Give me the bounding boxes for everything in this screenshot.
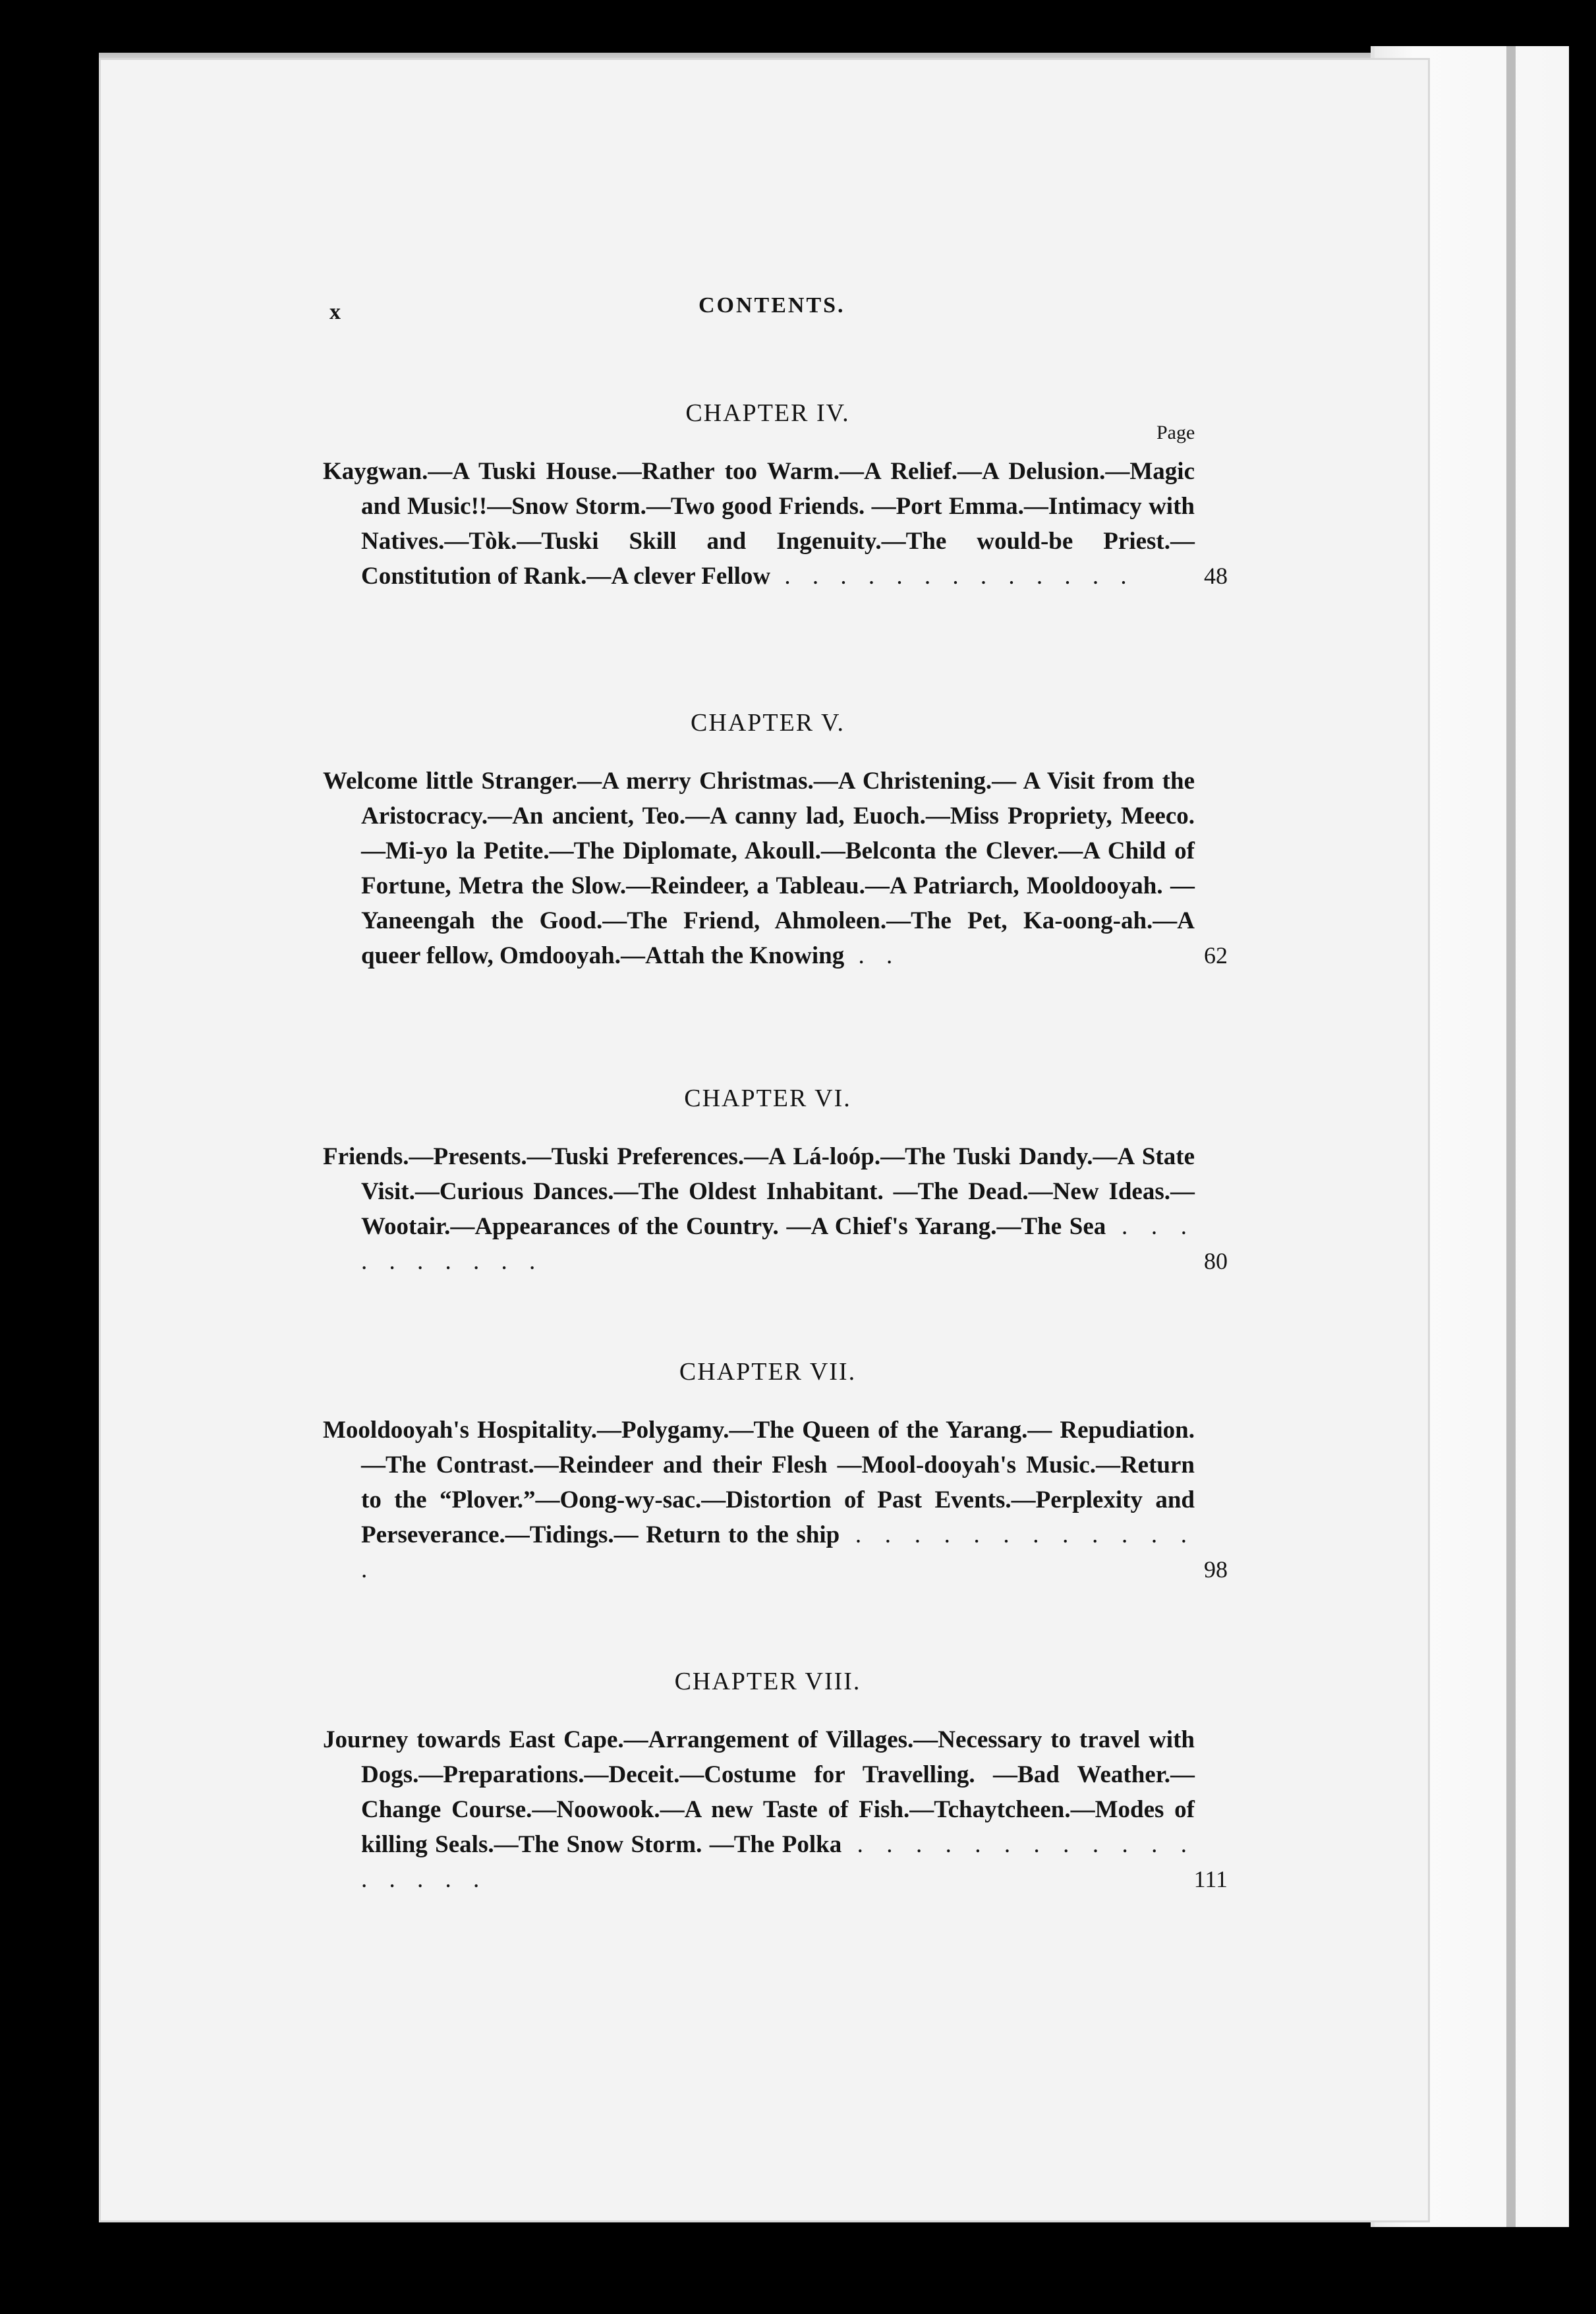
chapter-summary	[323, 454, 1228, 594]
chapter-entry	[323, 708, 1228, 973]
chapter-entry	[323, 1357, 1228, 1587]
page-reference: 98	[1204, 1556, 1228, 1583]
chapter-summary	[323, 764, 1228, 973]
chapter-title: CHAPTER VIII.	[674, 1668, 861, 1695]
summary-text: Journey towards East Cape.—Arrangement of Villages.—Necessary to travel with Dogs.—Preparations.—Deceit.—Costume for Travelling. —Bad Weather.—Change Course.—Noowook.—A new Taste of Fish.—Tchaytcheen.—Modes of killing Seals.—The Snow Storm. —The Polka	[323, 1726, 1195, 1858]
summary-text: Mooldooyah's Hospitality.—Polygamy.—The Queen of the Yarang.— Repudiation.—The Contrast.—Reindeer and their Flesh —Mool-dooyah's Music.—Return to the “Plover.”—Oong-wy-sac.—Distortion of Past Events.—Perplexity and Perseverance.—Tidings.— Return to the ship	[323, 1417, 1195, 1548]
page-reference: 48	[1204, 563, 1228, 589]
running-head: CONTENTS.	[698, 293, 845, 318]
chapter-title: CHAPTER VII.	[679, 1358, 857, 1386]
page-reference: 111	[1193, 1866, 1228, 1892]
summary-text: Friends.—Presents.—Tuski Preferences.—A Lá-loóp.—The Tuski Dandy.—A State Visit.—Curious Dances.—The Oldest Inhabitant. —The Dead.—New Ideas.—Wootair.—Appearances of the Country. —A Chief's Yarang.—The Sea	[323, 1143, 1195, 1240]
dot-leader: . . . . . . . . . . . . .	[361, 1521, 1195, 1583]
dot-leader: . . . . . . . . . . . . .	[770, 563, 1135, 590]
page-reference: 80	[1204, 1248, 1228, 1274]
dot-leader: . .	[844, 942, 901, 969]
page-number: x	[329, 300, 341, 324]
dot-leader: . . . . . . . . . . . . . . . . .	[361, 1831, 1195, 1893]
page-reference: 62	[1204, 942, 1228, 969]
chapter-summary	[323, 1413, 1228, 1587]
page-column-label: Page	[1156, 422, 1195, 443]
summary-text: Welcome little Stranger.—A merry Christmas.—A Christening.— A Visit from the Aristocracy.—An ancient, Teo.—A canny lad, Euoch.—Miss Propriety, Meeco.—Mi-yo la Petite.—The Diplomate, Akoull.—Belconta the Clever.—A Child of Fortune, Metra the Slow.—Reindeer, a Tableau.—A Patriarch, Mooldooyah. —Yaneengah the Good.—The Friend, Ahmoleen.—The Pet, Ka-oong-ah.—A queer fellow, Omdooyah.—Attah the Knowing	[323, 768, 1195, 969]
chapter-entry	[323, 1667, 1228, 1897]
dot-leader: . . . . . . . . . .	[361, 1213, 1195, 1275]
chapter-summary	[323, 1139, 1228, 1279]
chapter-title: CHAPTER V.	[691, 709, 845, 737]
summary-text: Kaygwan.—A Tuski House.—Rather too Warm.—A Relief.—A Delusion.—Magic and Music!!—Snow Storm.—Two good Friends. —Port Emma.—Intimacy with Natives.—Tòk.—Tuski Skill and Ingenuity.—The would-be Priest.—Constitution of Rank.—A clever Fellow	[323, 458, 1195, 590]
chapter-summary	[323, 1722, 1228, 1897]
chapter-entry	[323, 1084, 1228, 1279]
chapter-title: CHAPTER IV.	[685, 399, 850, 427]
chapter-title: CHAPTER VI.	[684, 1085, 851, 1112]
chapter-entry	[323, 399, 1228, 594]
